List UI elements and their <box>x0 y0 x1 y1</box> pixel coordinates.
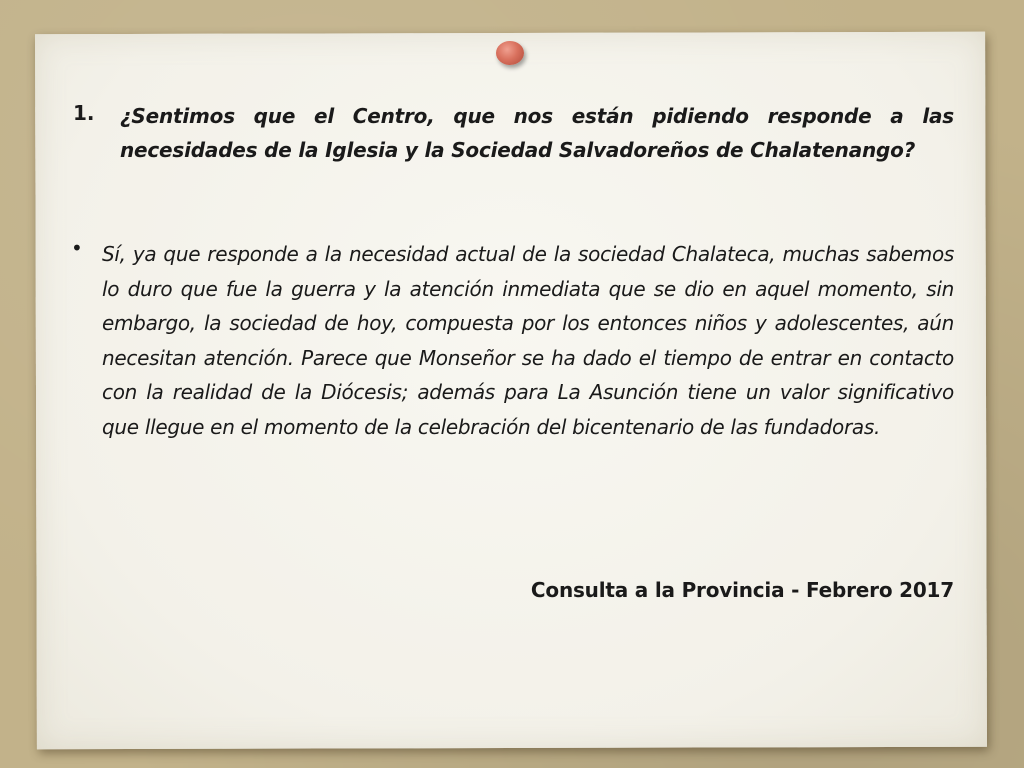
question-text: ¿Sentimos que el Centro, que nos están pidiendo responde a las necesidades de la Iglesia y la Sociedad Salvadoreños de Chalatenango? <box>120 104 954 162</box>
pushpin-icon <box>496 41 524 65</box>
answer-text: Sí, ya que responde a la necesidad actual de la sociedad Chalateca, muchas sabemos lo duro que fue la guerra y la atención inmediata que se dio en aquel momento, sin embargo, la sociedad de hoy, compuesta por los entonces niños y adolescentes, aún necesitan atención. Parece que Monseñor se ha dado el tiempo de entrar en contacto con la realidad de la Diócesis; además para La Asunción tiene un valor significativo que llegue en el momento de la celebración del bicentenario de las fundadoras. <box>102 242 954 439</box>
bullet-icon: • <box>71 236 83 260</box>
footer-caption: Consulta a la Provincia - Febrero 2017 <box>530 578 954 602</box>
question-number: 1. <box>73 101 95 125</box>
